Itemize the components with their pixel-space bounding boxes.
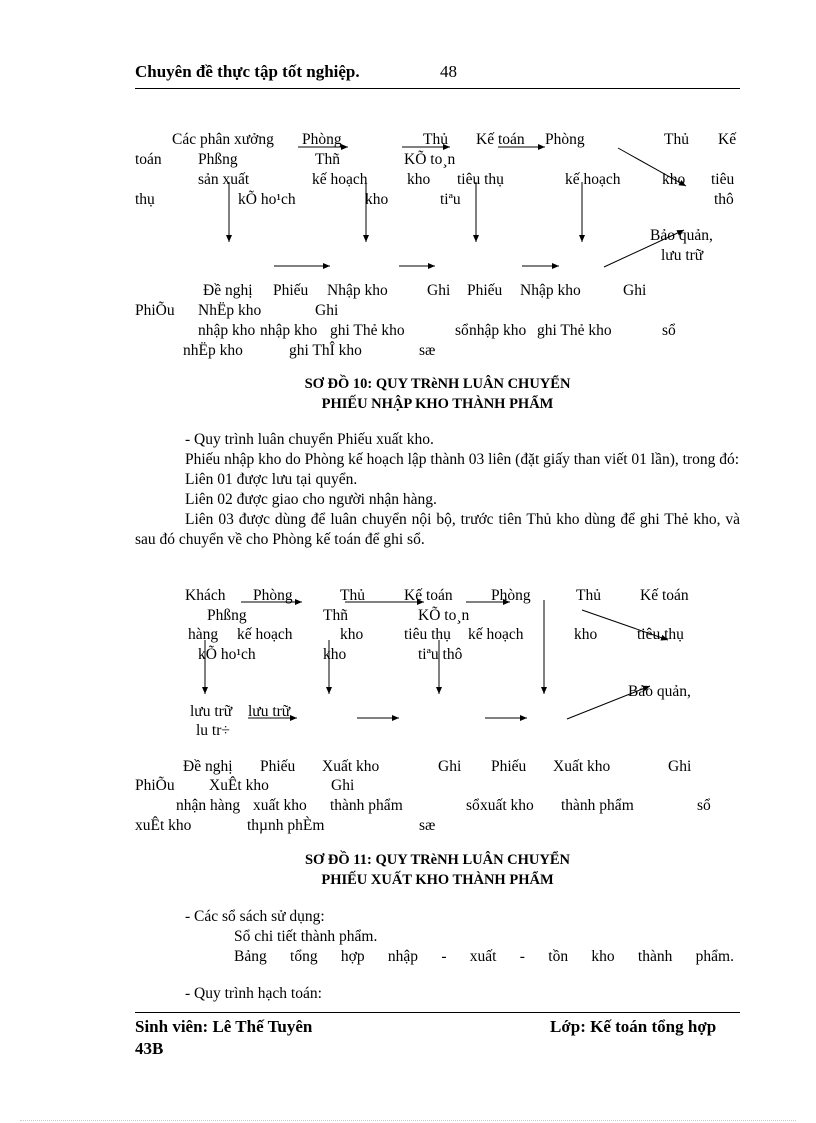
d1-l8-1: ghi ThÎ kho [289,342,362,359]
d1-l7-0: nhập kho [198,322,256,339]
d1-l3-6: tiêu [711,171,735,188]
d2-l4-2: tiªu thô [418,646,463,663]
d1-l2-3: KÕ to¸n [404,151,456,168]
d2-l6: lu tr÷ [196,722,230,739]
d1-l3-5: kho [662,171,686,188]
d2-l5-1: lưu trữ [248,703,291,720]
para-4: Liên 02 được giao cho người nhận hàng. [185,491,437,508]
d1-l4-3: tiªu [440,191,461,208]
d1-l6-1: NhËp kho [198,302,262,319]
d1-l3-2: kho [407,171,431,188]
d1-l5-0: Đề nghị [203,282,253,299]
d1-l1-0: Các phân xưởng [172,131,274,148]
d1-l1-4: Phòng [545,131,585,148]
d2-l7-5: Xuất kho [553,758,611,775]
d1-l3-0: sản xuất [198,171,250,188]
footer-student: Sinh viên: Lê Thế Tuyên [135,1017,313,1036]
d2-storage: Bảo quản, [628,683,691,700]
d1-l3-3: tiêu thụ [457,171,504,188]
d1-l8-2: sæ [419,342,436,359]
para-6: - Các sổ sách sử dụng: [185,908,325,925]
d1-diag-arrow-2 [604,230,684,267]
d2-l10-2: sæ [419,817,436,834]
d2-l7-0: Đề nghị [183,758,233,775]
d2-l9-2: thành phẩm [330,797,403,814]
d2-l3-4: kế hoạch [468,626,524,643]
d1-l4-2: kho [365,191,389,208]
d2-l2-0: Phßng [207,607,247,624]
d2-l2-2: KÕ to¸n [418,607,470,624]
d1-l7-2: ghi Thẻ kho [330,322,405,339]
para-2: Phiếu nhập kho do Phòng kế hoạch lập thành 03 liên (đặt giấy than viết 01 lần), trong đó: [185,451,740,468]
d2-l7-4: Phiếu [491,758,527,775]
d1-l8-0: nhËp kho [183,342,243,359]
d2-l9-0: nhận hàng [176,797,241,814]
d1-l7-6: sổ [662,322,676,339]
para-9: - Quy trình hạch toán: [185,985,322,1002]
d1-l6-0: PhiÕu [135,302,175,319]
d1-l3-1: kế hoạch [312,171,368,188]
d1-l7-3: sổ [455,322,469,339]
d1-l7-4: nhập kho [469,322,527,339]
para-5: Liên 03 được dùng để luân chuyển nội bộ, trước tiên Thủ kho dùng để ghi Thẻ kho, và sau đó chuyển về cho Phòng kế toán để ghi sổ. [135,511,740,548]
d2-l1-0: Khách [185,587,226,604]
d1-l6-2: Ghi [315,302,339,319]
d2-l9-5: thành phẩm [561,797,634,814]
d2-l10-0: xuÊt kho [135,817,192,834]
d1-l7-5: ghi Thẻ kho [537,322,612,339]
d2-l1-2: Thủ [340,587,365,604]
d1-l1-6: Kế [718,131,737,148]
d2-l9-3: sổ [466,797,480,814]
d1-l1-5: Thủ [664,131,689,148]
para-8: Bảng tổng hợp nhập - xuất - tồn kho thành phẩm. [234,948,734,965]
d2-l1-3: Kế toán [404,587,453,604]
para-7: Sổ chi tiết thành phẩm. [234,928,378,945]
d2-l8-0: PhiÕu [135,777,175,794]
d2-l10-1: thµnh phÈm [247,817,325,834]
d1-l5-5: Nhập kho [520,282,581,299]
d2-l3-0: hàng [188,626,219,643]
d1-l5-6: Ghi [623,282,647,299]
d2-l7-3: Ghi [438,758,462,775]
d1-l1-1: Phòng [302,131,342,148]
d2-l3-1: kế hoạch [237,626,293,643]
d1-l5-4: Phiếu [467,282,503,299]
d2-l9-1: xuất kho [253,797,307,814]
d1-l2-2: Thñ [315,151,340,168]
d1-l4-0: thụ [135,191,155,208]
diagram-11-caption-2: PHIẾU XUẤT KHO THÀNH PHẨM [321,872,554,888]
footer-class-code: 43B [135,1039,164,1058]
d2-l1-6: Kế toán [640,587,689,604]
d2-l4-1: kho [323,646,347,663]
diagram-10-caption-2: PHIẾU NHẬP KHO THÀNH PHẨM [321,396,554,412]
d2-l9-4: xuất kho [480,797,534,814]
d2-l7-2: Xuất kho [322,758,380,775]
d2-l9-6: sổ [697,797,711,814]
d1-storage-1: lưu trữ [661,247,704,264]
d1-l2-0: toán [135,151,162,168]
d1-storage-0: Bảo quản, [650,227,713,244]
footer-class: Lớp: Kế toán tổng hợp [550,1017,717,1036]
d2-l7-6: Ghi [668,758,692,775]
d2-l5-0: lưu trữ [190,703,233,720]
d2-l2-1: Thñ [323,607,348,624]
d2-l7-1: Phiếu [260,758,296,775]
d1-l2-1: Phßng [198,151,238,168]
d2-diag-arrow-1 [582,610,668,640]
d1-diag-arrow-1 [618,148,686,186]
d2-l1-1: Phòng [253,587,293,604]
d1-l4-1: kÕ ho¹ch [238,191,296,208]
para-3: Liên 01 được lưu tại quyển. [185,471,358,488]
d1-l1-3: Kế toán [476,131,525,148]
d2-l3-5: kho [574,626,598,643]
d1-l1-2: Thủ [423,131,448,148]
header-title: Chuyên đề thực tập tốt nghiệp. [135,62,360,81]
diagram-11-caption-1: SƠ ĐỒ 11: QUY TRèNH LUÂN CHUYỂN [304,852,571,868]
d2-l1-5: Thủ [576,587,601,604]
d2-diag-arrow-2 [567,686,650,719]
d1-l5-3: Ghi [427,282,451,299]
d1-l3-4: kế hoạch [565,171,621,188]
d2-l3-6: tiêu thụ [637,626,684,643]
d1-l5-1: Phiếu [273,282,309,299]
d1-l7-1: nhập kho [260,322,318,339]
d2-l8-1: XuÊt kho [209,777,269,794]
d1-l4-4: thô [714,191,734,208]
d2-l3-3: tiêu thụ [404,626,451,643]
d1-l5-2: Nhập kho [327,282,388,299]
d2-l1-4: Phòng [491,587,531,604]
para-1: - Quy trình luân chuyển Phiếu xuất kho. [185,431,434,448]
d2-l8-2: Ghi [331,777,355,794]
page-number: 48 [440,62,457,81]
d2-l4-0: kÕ ho¹ch [198,646,256,663]
d2-l3-2: kho [340,626,364,643]
diagram-10-caption-1: SƠ ĐỒ 10: QUY TRèNH LUÂN CHUYỂN [304,376,571,392]
